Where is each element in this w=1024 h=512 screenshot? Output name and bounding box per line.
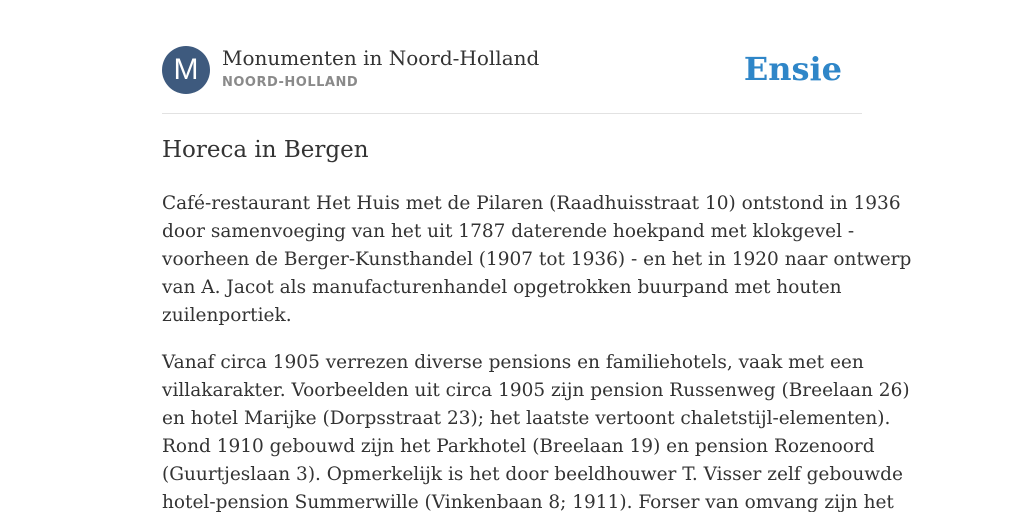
text-line: en hotel Marijke (Dorpsstraat 23); het laatste vertoont chaletstijl-elementen). [162,408,891,429]
text-line: hotel-pension Summerwille (Vinkenbaan 8; 1911). Forser van omvang zijn het [162,492,894,512]
article-title: Horeca in Bergen [162,137,369,163]
text-line: voorheen de Berger-Kunsthandel (1907 tot 1936) - en het in 1920 naar ontwerp [162,249,912,270]
paragraph [162,349,910,512]
text-line: zuilenportiek. [162,305,292,326]
text-line: Café-restaurant Het Huis met de Pilaren (Raadhuisstraat 10) ontstond in 1936 [162,193,901,214]
text-line: villakarakter. Voorbeelden uit circa 1905 zijn pension Russenweg (Breelaan 26) [162,380,910,401]
text-line: (Guurtjeslaan 3). Opmerkelijk is het door beeldhouwer T. Visser zelf gebouwde [162,464,903,485]
text-line: Vanaf circa 1905 verrezen diverse pensions en familiehotels, vaak met een [162,352,864,373]
text-line: van A. Jacot als manufacturenhandel opgetrokken buurpand met houten [162,277,842,298]
source-header [162,46,862,114]
source-subtitle: NOORD-HOLLAND [222,75,359,90]
divider [162,113,862,114]
paragraph [162,190,912,330]
article-body [162,190,912,512]
text-line: Rond 1910 gebouwd zijn het Parkhotel (Breelaan 19) en pension Rozenoord [162,436,875,457]
source-title[interactable]: Monumenten in Noord-Holland [222,46,540,70]
text-line: door samenvoeging van het uit 1787 daterende hoekpand met klokgevel - [162,221,855,242]
avatar[interactable]: M [162,46,210,94]
brand-logo[interactable]: Ensie [743,50,842,88]
